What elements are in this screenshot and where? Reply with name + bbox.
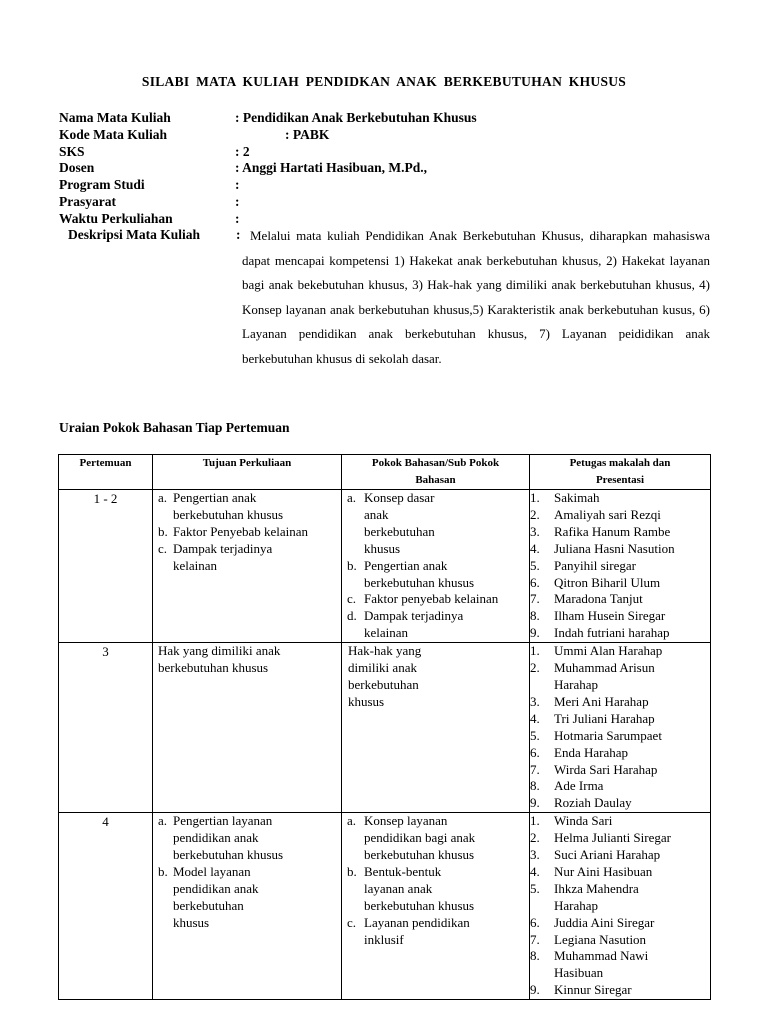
list-item-line — [342, 558, 529, 575]
list-text: Pengertian anak — [364, 557, 448, 573]
list-marker: 4. — [530, 863, 540, 879]
meta-row — [59, 110, 719, 127]
list-text: Nur Aini Hasibuan — [554, 863, 653, 879]
meta-label: Prasyarat — [59, 193, 116, 209]
list-marker: a. — [347, 813, 357, 829]
list-marker: 8. — [530, 948, 540, 964]
list-text: khusus — [348, 693, 385, 709]
list-text: Konsep layanan — [364, 813, 448, 829]
list-text: Ade Irma — [554, 778, 604, 794]
meta-row — [59, 177, 719, 194]
list-marker: 4. — [530, 540, 540, 556]
list-item-line — [153, 490, 341, 507]
list-marker: a. — [347, 490, 357, 505]
list-text: Dampak terjadinya — [364, 608, 464, 624]
meta-value: : — [235, 193, 240, 209]
list-item-line — [342, 608, 529, 625]
cell-pokok — [342, 490, 530, 643]
list-item-line — [530, 762, 710, 779]
list-marker: c. — [347, 591, 357, 607]
list-text: Wirda Sari Harahap — [554, 761, 658, 777]
list-text: Rafika Hanum Rambe — [554, 523, 671, 539]
meta-value: : Pendidikan Anak Berkebutuhan Khusus — [235, 110, 477, 125]
list-marker: 1. — [530, 813, 540, 829]
list-marker: c. — [347, 914, 357, 930]
list-text: Hasibuan — [554, 965, 604, 981]
list-text: Ummi Alan Harahap — [554, 643, 663, 659]
list-marker: 2. — [530, 830, 540, 846]
list-text: Harahap — [554, 897, 599, 913]
list-text: kelainan — [364, 625, 409, 641]
list-text: Faktor penyebab kelainan — [364, 591, 499, 607]
list-marker: 3. — [530, 847, 540, 863]
list-marker: 6. — [530, 574, 540, 590]
list-text: Enda Harahap — [554, 744, 628, 760]
list-item-line — [153, 558, 341, 575]
page-title: SILABI MATA KULIAH PENDIDKAN ANAK BERKEBUTUHAN KHUSUS — [141, 74, 627, 89]
list-item-line — [530, 507, 710, 524]
list-item-line — [342, 541, 529, 558]
list-text: berkebutuhan — [173, 897, 244, 913]
description-text-body: Melalui mata kuliah Pendidikan Anak Berkebutuhan Khusus, diharapkan mahasiswa dapat mencapai kompetensi 1) Hakekat anak berkebutuhan khusus, 2) Hakekat layanan bagi anak bekebutuhan khusus, 3) Hak-hak yang dimiliki anak berkebutuhan khusus, 4) Konsep layanan anak berkebutuhan khusus,5) Karakteristik anak berkebutuhan kusus, 6) Layanan pendidikan anak berkebutuhan khusus, 7) Layanan peididikan anak berkebutuhan khusus di sekolah dasar. — [242, 228, 710, 366]
list-item-line — [530, 915, 710, 932]
meta-label: SKS — [59, 143, 85, 159]
description-text — [242, 224, 710, 371]
list-item-line — [153, 813, 341, 830]
list-text: Juddia Aini Siregar — [554, 914, 655, 930]
description-label: Deskripsi Mata Kuliah — [68, 227, 201, 242]
list-text: Model layanan — [173, 863, 251, 879]
list-text: Roziah Daulay — [554, 795, 632, 811]
list-marker: a. — [158, 490, 168, 505]
header-pertemuan: Pertemuan — [59, 455, 153, 490]
list-item-line — [342, 898, 529, 915]
list-item-line — [342, 932, 529, 949]
list-marker: 4. — [530, 710, 540, 726]
list-marker: b. — [347, 557, 357, 573]
list-marker: 7. — [530, 931, 540, 947]
list-item-line — [530, 881, 710, 898]
list-item-line — [530, 711, 710, 728]
list-text: Hotmaria Sarumpaet — [554, 727, 662, 743]
meta-row — [59, 160, 719, 177]
list-text: khusus — [173, 914, 210, 930]
list-item-line — [342, 915, 529, 932]
list-item-line — [342, 830, 529, 847]
list-text: Maradona Tanjut — [554, 591, 643, 607]
list-marker: b. — [158, 523, 168, 539]
list-text: Suci Ariani Harahap — [554, 847, 661, 863]
cell-petugas — [530, 490, 711, 643]
cell-pertemuan: 1 - 2 — [59, 490, 153, 643]
header-pokok: Pokok Bahasan/Sub Pokok Bahasan — [342, 455, 530, 490]
meta-value: : 2 — [235, 143, 250, 159]
list-text: pendidikan anak — [173, 830, 259, 846]
section-title: Uraian Pokok Bahasan Tiap Pertemuan — [59, 420, 290, 435]
list-item-line — [153, 915, 341, 932]
list-text: berkebutuhan — [348, 676, 419, 692]
list-text: berkebutuhan khusus — [173, 847, 284, 863]
list-marker: 9. — [530, 625, 540, 641]
list-marker: 8. — [530, 778, 540, 794]
list-item-line — [342, 677, 529, 694]
header-tujuan: Tujuan Perkuliaan — [153, 455, 342, 490]
list-text: Faktor Penyebab kelainan — [173, 523, 309, 539]
list-item-line — [530, 524, 710, 541]
table-row — [59, 643, 711, 813]
table-header-row — [59, 455, 711, 490]
cell-petugas — [530, 643, 711, 813]
list-text: Meri Ani Harahap — [554, 693, 649, 709]
list-text: berkebutuhan khusus — [158, 660, 269, 676]
list-text: Winda Sari — [554, 813, 613, 829]
list-text: Sakimah — [554, 490, 600, 505]
list-text: Ilham Husein Siregar — [554, 608, 666, 624]
list-item-line — [530, 948, 710, 965]
list-item-line — [342, 625, 529, 642]
list-text: berkebutuhan khusus — [364, 847, 475, 863]
meta-row — [59, 144, 719, 161]
meta-label: Program Studi — [59, 177, 145, 193]
list-text: berkebutuhan khusus — [364, 574, 475, 590]
list-text: khusus — [364, 540, 401, 556]
list-item-line — [342, 813, 529, 830]
list-item-line — [153, 541, 341, 558]
list-marker: a. — [158, 813, 168, 829]
header-petugas: Petugas makalah dan Presentasi — [530, 455, 711, 490]
schedule-table — [58, 454, 711, 1000]
list-marker: 3. — [530, 523, 540, 539]
list-text: Kinnur Siregar — [554, 982, 632, 998]
list-item-line — [530, 795, 710, 812]
list-item-line — [530, 541, 710, 558]
meta-value: : PABK — [285, 126, 330, 142]
list-marker: 2. — [530, 506, 540, 522]
list-marker: 1. — [530, 643, 540, 659]
cell-pertemuan: 4 — [59, 813, 153, 1000]
list-item-line — [342, 864, 529, 881]
list-item-line — [530, 694, 710, 711]
list-item-line — [342, 660, 529, 677]
list-item-line — [530, 490, 710, 507]
list-item-line — [530, 830, 710, 847]
list-text: layanan anak — [364, 880, 433, 896]
list-item-line — [530, 677, 710, 694]
list-marker: 6. — [530, 744, 540, 760]
cell-tujuan — [153, 490, 342, 643]
cell-pokok — [342, 813, 530, 1000]
list-text: berkebutuhan — [364, 523, 435, 539]
list-item-line — [153, 847, 341, 864]
list-marker: b. — [347, 863, 357, 879]
list-item-line — [530, 660, 710, 677]
list-item-line — [153, 881, 341, 898]
list-item-line — [153, 643, 341, 660]
list-item-line — [530, 982, 710, 999]
list-text: inklusif — [364, 931, 404, 947]
cell-pertemuan: 3 — [59, 643, 153, 813]
list-item-line — [342, 643, 529, 660]
list-item-line — [530, 745, 710, 762]
list-text: Legiana Nasution — [554, 931, 647, 947]
meta-row — [59, 127, 719, 144]
list-marker: 8. — [530, 608, 540, 624]
list-marker: d. — [347, 608, 357, 624]
list-text: Dampak terjadinya — [173, 540, 273, 556]
list-item-line — [153, 660, 341, 677]
list-item-line — [530, 728, 710, 745]
list-text: Juliana Hasni Nasution — [554, 540, 675, 556]
list-item-line — [342, 847, 529, 864]
list-item-line — [530, 847, 710, 864]
meta-label: Dosen — [59, 160, 95, 176]
list-text: Helma Julianti Siregar — [554, 830, 671, 846]
list-text: Ihkza Mahendra — [554, 880, 639, 896]
list-marker: 9. — [530, 982, 540, 998]
list-item-line — [530, 778, 710, 795]
list-item-line — [342, 881, 529, 898]
list-text: Bentuk-bentuk — [364, 863, 442, 879]
list-text: Hak-hak yang — [348, 643, 422, 659]
list-marker: 5. — [530, 557, 540, 573]
list-text: pendidikan bagi anak — [364, 830, 476, 846]
list-text: anak — [364, 506, 389, 522]
list-item-line — [153, 864, 341, 881]
list-item-line — [530, 608, 710, 625]
list-item-line — [153, 830, 341, 847]
list-text: Qitron Biharil Ulum — [554, 574, 661, 590]
list-text: Hak yang dimiliki anak — [158, 643, 281, 659]
meta-value: : Anggi Hartati Hasibuan, M.Pd., — [235, 160, 428, 176]
list-marker: 1. — [530, 490, 540, 505]
list-marker: b. — [158, 863, 168, 879]
list-item-line — [153, 507, 341, 524]
list-text: Muhammad Arisun — [554, 660, 655, 676]
list-item-line — [342, 524, 529, 541]
list-item-line — [530, 898, 710, 915]
list-marker: c. — [158, 540, 168, 556]
list-item-line — [530, 625, 710, 642]
list-text: Pengertian layanan — [173, 813, 273, 829]
list-item-line — [530, 643, 710, 660]
list-text: berkebutuhan khusus — [364, 897, 475, 913]
table-row — [59, 813, 711, 1000]
list-text: Muhammad Nawi — [554, 948, 649, 964]
list-item-line — [530, 864, 710, 881]
table-row — [59, 490, 711, 643]
list-item-line — [530, 932, 710, 949]
cell-petugas — [530, 813, 711, 1000]
list-marker: 7. — [530, 761, 540, 777]
list-text: Panyihil siregar — [554, 557, 636, 573]
list-text: Pengertian anak — [173, 490, 257, 505]
meta-value: : — [235, 210, 240, 226]
meta-label: Waktu Perkuliahan — [59, 210, 173, 226]
list-text: dimiliki anak — [348, 660, 417, 676]
list-text: Konsep dasar — [364, 490, 435, 505]
description-colon: : — [236, 227, 241, 242]
list-item-line — [530, 591, 710, 608]
list-item-line — [153, 898, 341, 915]
list-item-line — [342, 591, 529, 608]
cell-tujuan — [153, 643, 342, 813]
list-item-line — [530, 813, 710, 830]
meta-label: Kode Mata Kuliah — [59, 126, 168, 142]
list-item-line — [342, 507, 529, 524]
list-marker: 7. — [530, 591, 540, 607]
course-meta — [59, 110, 719, 228]
cell-pokok — [342, 643, 530, 813]
list-text: Harahap — [554, 676, 599, 692]
list-item-line — [530, 575, 710, 592]
list-marker: 3. — [530, 693, 540, 709]
list-marker: 5. — [530, 727, 540, 743]
meta-row — [59, 194, 719, 211]
list-text: Layanan pendidikan — [364, 914, 470, 930]
meta-value: : — [235, 177, 240, 193]
list-text: kelainan — [173, 557, 218, 573]
meta-label: Nama Mata Kuliah — [59, 110, 171, 125]
list-text: berkebutuhan khusus — [173, 506, 284, 522]
list-text: Tri Juliani Harahap — [554, 710, 655, 726]
list-item-line — [342, 490, 529, 507]
list-item-line — [342, 694, 529, 711]
cell-tujuan — [153, 813, 342, 1000]
list-item-line — [153, 524, 341, 541]
list-marker: 2. — [530, 660, 540, 676]
list-text: pendidikan anak — [173, 880, 259, 896]
list-item-line — [530, 965, 710, 982]
list-marker: 6. — [530, 914, 540, 930]
list-text: Indah futriani harahap — [554, 625, 670, 641]
list-item-line — [342, 575, 529, 592]
list-item-line — [530, 558, 710, 575]
list-marker: 5. — [530, 880, 540, 896]
list-text: Amaliyah sari Rezqi — [554, 506, 661, 522]
list-marker: 9. — [530, 795, 540, 811]
